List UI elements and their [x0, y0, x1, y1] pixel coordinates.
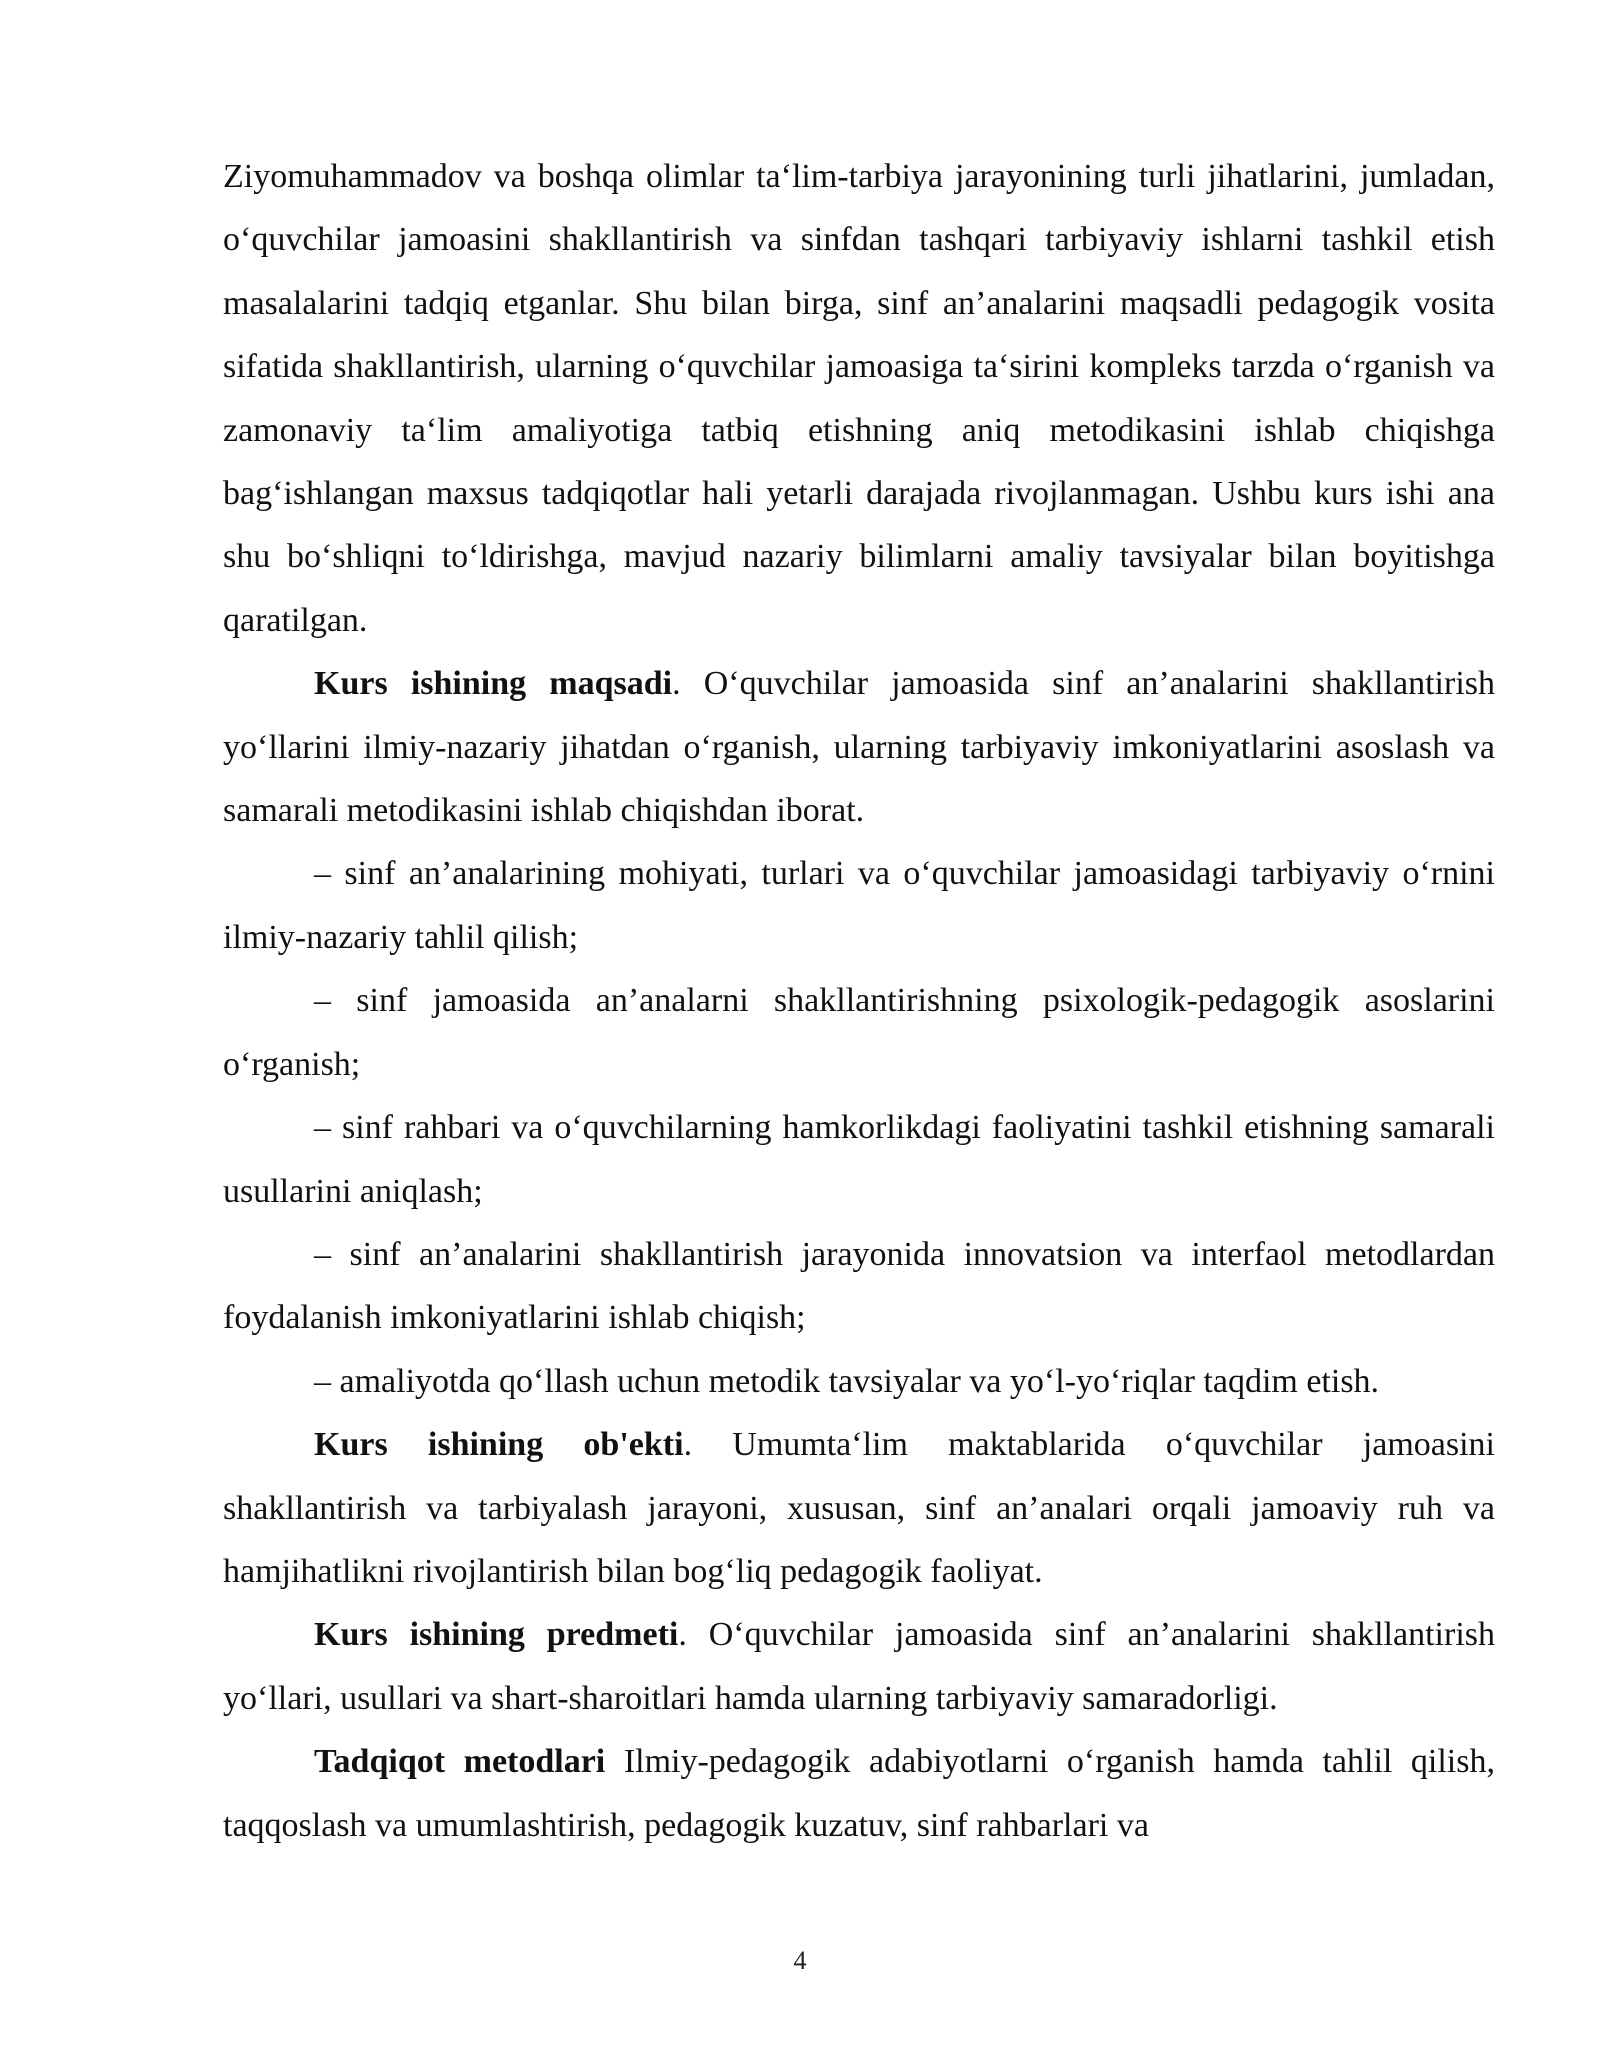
page-body	[223, 145, 1495, 1857]
task-item-4	[223, 1223, 1495, 1350]
methods-heading: Tadqiqot metodlari	[314, 1743, 606, 1781]
object-heading: Kurs ishining ob'ekti	[314, 1426, 684, 1464]
task-item-1-text: – sinf an’analarining mohiyati, turlari va o‘quvchilar jamoasidagi tarbiyaviy o‘rnini ilmiy-nazariy tahlil qilish;	[223, 855, 1495, 956]
paragraph-goal	[223, 652, 1495, 842]
task-item-2-text: – sinf jamoasida an’analarni shakllantirishning psixologik-pedagogik asoslarini o‘rganish;	[223, 982, 1495, 1083]
paragraph-intro-text: Ziyomuhammadov va boshqa olimlar ta‘lim-tarbiya jarayonining turli jihatlarini, jumladan, o‘quvchilar jamoasini shakllantirish va sinfdan tashqari tarbiyaviy ishlarni tashkil etish masalalarini tadqiq etganlar. Shu bilan birga, sinf an’analarini maqsadli pedagogik vosita sifatida shakllantirish, ularning o‘quvchilar jamoasiga ta‘sirini kompleks tarzda o‘rganish va zamonaviy ta‘lim amaliyotiga tatbiq etishning aniq metodikasini ishlab chiqishga bag‘ishlangan maxsus tadqiqotlar hali yetarli darajada rivojlanmagan. Ushbu kurs ishi ana shu bo‘shliqni to‘ldirishga, mavjud nazariy bilimlarni amaliy tavsiyalar bilan boyitishga qaratilgan.	[223, 158, 1495, 639]
paragraph-subject	[223, 1603, 1495, 1730]
goal-heading: Kurs ishining maqsadi	[314, 665, 673, 703]
task-item-4-text: – sinf an’analarini shakllantirish jarayonida innovatsion va interfaol metodlardan foydalanish imkoniyatlarini ishlab chiqish;	[223, 1235, 1495, 1337]
subject-heading: Kurs ishining predmeti	[314, 1616, 679, 1654]
task-item-3-text: – sinf rahbari va o‘quvchilarning hamkorlikdagi faoliyatini tashkil etishning samarali usullarini aniqlash;	[223, 1109, 1495, 1210]
task-item-5	[223, 1350, 1495, 1413]
paragraph-intro	[223, 145, 1495, 652]
subject-text: . O‘quvchilar jamoasida sinf an’analarini shakllantirish yo‘llari, usullari va shart-sharoitlari hamda ularning tarbiyaviy samaradorligi.	[223, 1616, 1495, 1717]
task-item-2	[223, 969, 1495, 1096]
task-item-1	[223, 842, 1495, 969]
task-item-3	[223, 1096, 1495, 1223]
goal-text: . O‘quvchilar jamoasida sinf an’analarini shakllantirish yo‘llarini ilmiy-nazariy jihatdan o‘rganish, ularning tarbiyaviy imkoniyatlarini asoslash va samarali metodikasini ishlab chiqishdan iborat.	[223, 665, 1495, 830]
paragraph-object	[223, 1413, 1495, 1603]
task-item-5-text: – amaliyotda qo‘llash uchun metodik tavsiyalar va yo‘l-yo‘riqlar taqdim etish.	[314, 1362, 1380, 1400]
object-text: . Umumta‘lim maktablarida o‘quvchilar jamoasini shakllantirish va tarbiyalash jarayoni, xususan, sinf an’analari orqali jamoaviy ruh va hamjihatlikni rivojlantirish bilan bog‘liq pedagogik faoliyat.	[223, 1426, 1495, 1590]
page-number: 4	[793, 1946, 807, 1975]
methods-text: Ilmiy-pedagogik adabiyotlarni o‘rganish hamda tahlil qilish, taqqoslash va umumlashtirish, pedagogik kuzatuv, sinf rahbarlari va	[223, 1743, 1495, 1844]
paragraph-methods	[223, 1730, 1495, 1857]
